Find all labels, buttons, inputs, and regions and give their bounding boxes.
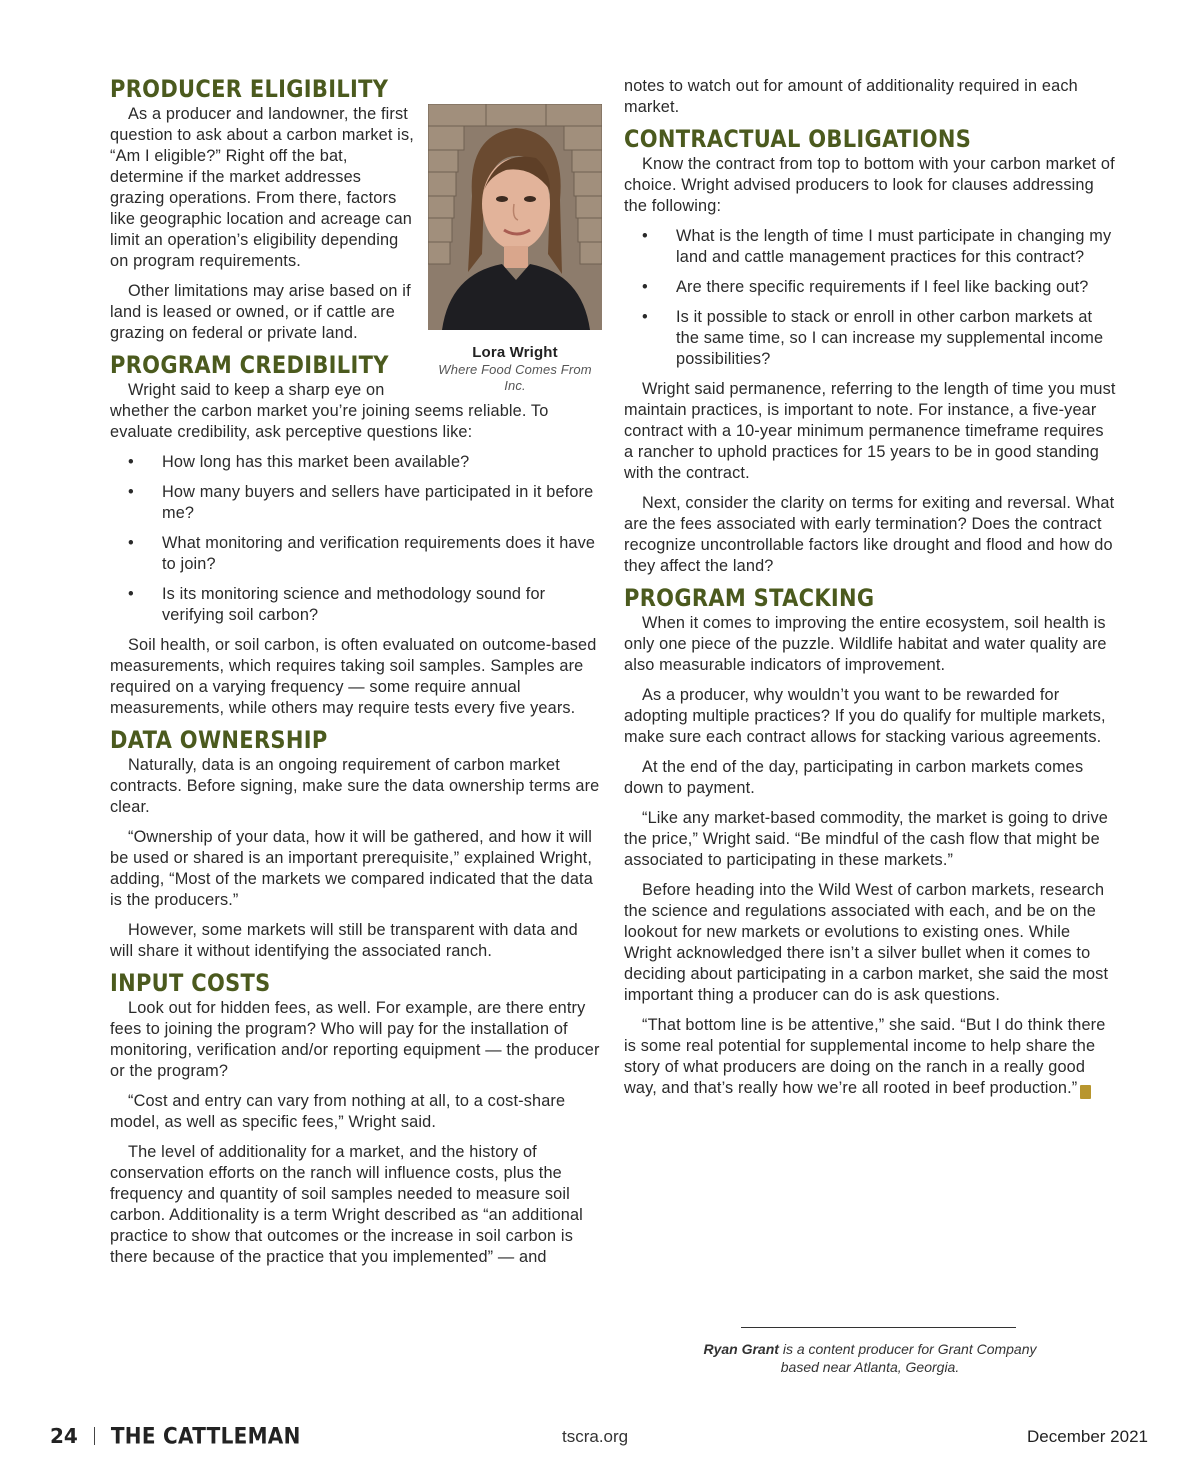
footer-divider bbox=[94, 1427, 95, 1445]
bullet-icon: • bbox=[642, 278, 648, 296]
lora-wright-photo bbox=[428, 104, 602, 330]
bullet-icon: • bbox=[642, 227, 648, 245]
list-item: • How long has this market been available? bbox=[128, 453, 470, 471]
footer-left bbox=[50, 1424, 301, 1448]
paragraph: Other limitations may arise based on if land is leased or owned, or if cattle are grazing on federal or private land. bbox=[110, 282, 411, 342]
paragraph: When it comes to improving the entire ecosystem, soil health is only one piece of the puzzle. Wildlife habitat and water quality are also measurable indicators of improvement. bbox=[624, 614, 1107, 674]
list-item: • How many buyers and sellers have participated in it before me? bbox=[128, 483, 594, 522]
paragraph: Soil health, or soil carbon, is often evaluated on outcome-based measurements, which requires taking soil samples. Samples are required on a varying frequency — some require annual measurements, while others may require tests every five years. bbox=[110, 636, 597, 717]
contract-questions-list bbox=[624, 226, 1116, 370]
paragraph: “Like any market-based commodity, the market is going to drive the price,” Wright said. “Be mindful of the cash flow that might be associated to participating in these markets.” bbox=[624, 809, 1108, 869]
list-item: • What is the length of time I must participate in changing my land and cattle management practices for this contract? bbox=[642, 227, 1112, 266]
paragraph: At the end of the day, participating in carbon markets comes down to payment. bbox=[624, 758, 1084, 797]
list-item: • Is it possible to stack or enroll in other carbon markets at the same time, so I can increase my supplemental income possibilities? bbox=[642, 308, 1104, 368]
author-description: is a content producer for Grant Company based near Atlanta, Georgia. bbox=[778, 1341, 1037, 1375]
paragraph: Wright said to keep a sharp eye on whether the carbon market you’re joining seems reliable. To evaluate credibility, ask perceptive questions like: bbox=[110, 381, 549, 441]
paragraph: The level of additionality for a market, and the history of conservation efforts on the ranch will influence costs, plus the frequency and quantity of soil samples needed to measure soil carbon. Additionality is a term Wright described as “an additional practice to show that outcomes or the increase in soil carbon is there because of the practice that you implemented” — and bbox=[110, 1143, 583, 1266]
footer-website[interactable]: tscra.org bbox=[562, 1427, 629, 1446]
end-mark-icon: C bbox=[1080, 1085, 1091, 1099]
paragraph: Naturally, data is an ongoing requirement of carbon market contracts. Before signing, make sure the data ownership terms are clear. bbox=[110, 756, 600, 816]
page-number: 24 bbox=[50, 1424, 78, 1448]
bullet-icon: • bbox=[128, 585, 134, 603]
author-bio bbox=[690, 1340, 1050, 1376]
list-item: • What monitoring and verification requirements does it have to join? bbox=[128, 534, 596, 573]
bio-divider bbox=[741, 1327, 1016, 1328]
author-name: Ryan Grant bbox=[703, 1341, 779, 1357]
paragraph: “Cost and entry can vary from nothing at all, to a cost-share model, as well as specific fees,” Wright said. bbox=[110, 1092, 566, 1131]
paragraph: As a producer and landowner, the first question to ask about a carbon market is, “Am I eligible?” Right off the bat, determine if the market addresses grazing operations. From there, factors like geographic location and acreage can limit an operation’s eligibility depending on program requirements. bbox=[110, 105, 414, 270]
heading-program-stacking: PROGRAM STACKING bbox=[624, 584, 875, 612]
right-column bbox=[624, 76, 1116, 1108]
credibility-questions-list bbox=[110, 452, 602, 626]
paragraph-continued: notes to watch out for amount of additionality required in each market. bbox=[624, 77, 1078, 116]
paragraph: Wright said permanence, referring to the length of time you must maintain practices, is important to note. For instance, a five-year contract with a 10-year minimum permanence timeframe requires a rancher to uphold practices for 15 years to be in good standing with the contract. bbox=[624, 380, 1116, 482]
bullet-icon: • bbox=[128, 483, 134, 501]
heading-program-credibility: PROGRAM CREDIBILITY bbox=[110, 351, 389, 379]
bullet-icon: • bbox=[128, 453, 134, 471]
paragraph: Know the contract from top to bottom with your carbon market of choice. Wright advised producers to look for clauses addressing the following: bbox=[624, 155, 1115, 215]
heading-input-costs: INPUT COSTS bbox=[110, 969, 271, 997]
magazine-title: THE CATTLEMAN bbox=[110, 1422, 301, 1450]
paragraph: Next, consider the clarity on terms for exiting and reversal. What are the fees associated with early termination? Does the contract recognize uncontrollable factors like drought and flood and how do they affect the land? bbox=[624, 494, 1115, 575]
heading-data-ownership: DATA OWNERSHIP bbox=[110, 726, 328, 754]
paragraph: As a producer, why wouldn’t you want to be rewarded for adopting multiple practices? If you do qualify for multiple markets, make sure each contract allows for stacking various agreements. bbox=[624, 686, 1106, 746]
left-column bbox=[110, 76, 602, 1277]
paragraph: Look out for hidden fees, as well. For example, are there entry fees to joining the program? Who will pay for the installation of monitoring, verification and/or reporting equipment — the producer or the program? bbox=[110, 999, 600, 1080]
paragraph: However, some markets will still be transparent with data and will share it without identifying the associated ranch. bbox=[110, 921, 578, 960]
photo-caption-name: Lora Wright bbox=[472, 344, 558, 361]
heading-producer-eligibility: PRODUCER ELIGIBILITY bbox=[110, 75, 389, 103]
photo-caption-org: Where Food Comes From Inc. bbox=[438, 362, 592, 393]
footer-date: December 2021 bbox=[1027, 1427, 1148, 1446]
paragraph: “Ownership of your data, how it will be gathered, and how it will be used or shared is an important prerequisite,” explained Wright, adding, “Most of the markets we compared indicated that the data is the producers.” bbox=[110, 828, 593, 909]
paragraph: Before heading into the Wild West of carbon markets, research the science and regulations associated with each, and be on the lookout for new markets or evolutions to existing ones. While Wright acknowledged there isn’t a silver bullet when it comes to deciding about participating in a carbon market, she said the most important thing a producer can do is ask questions. bbox=[624, 881, 1109, 1004]
list-item: • Are there specific requirements if I feel like backing out? bbox=[642, 278, 1089, 296]
bullet-icon: • bbox=[128, 534, 134, 552]
heading-contractual-obligations: CONTRACTUAL OBLIGATIONS bbox=[624, 125, 972, 153]
list-item: • Is its monitoring science and methodology sound for verifying soil carbon? bbox=[128, 585, 546, 624]
bullet-icon: • bbox=[642, 308, 648, 326]
paragraph-final: “That bottom line is be attentive,” she said. “But I do think there is some real potential for supplemental income to help share the story of what producers are doing on the ranch in a really good way, and that’s really how we’re all rooted in beef production.” C bbox=[624, 1016, 1106, 1097]
